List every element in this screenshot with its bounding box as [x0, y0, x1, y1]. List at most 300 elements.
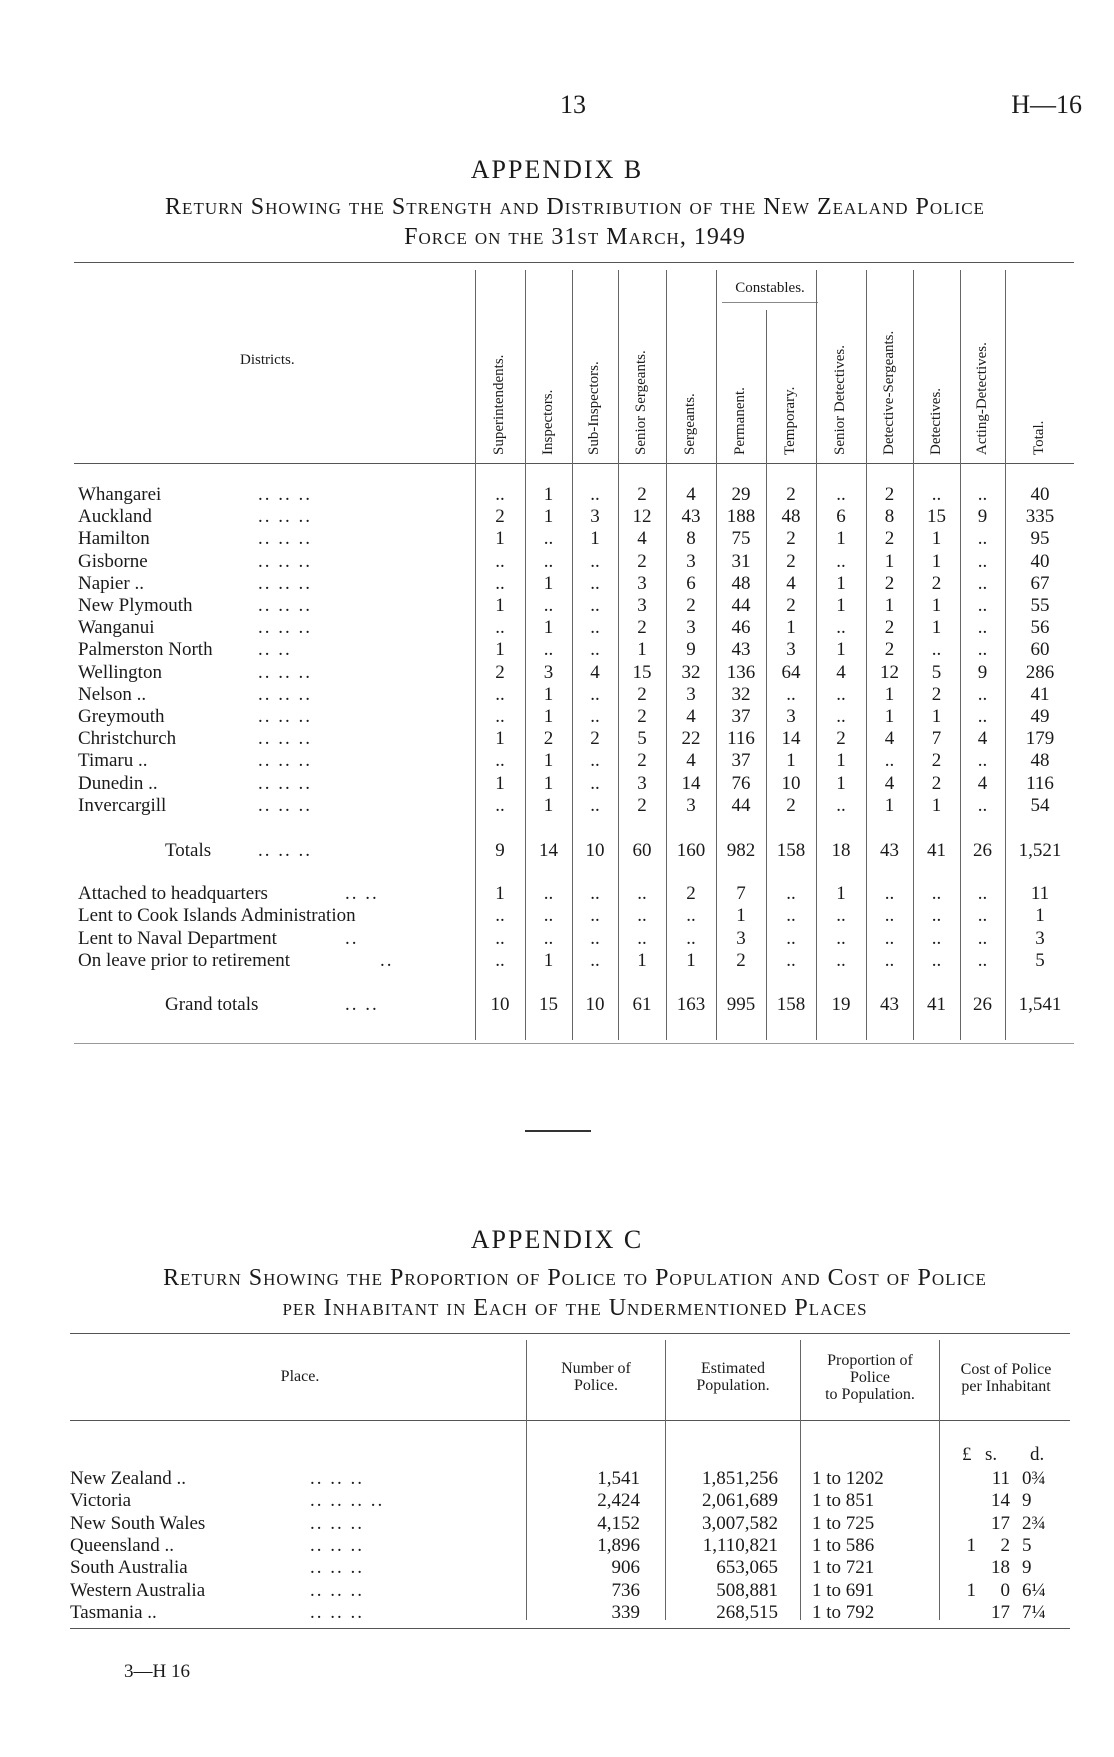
table-cell: 3	[686, 683, 696, 705]
table-cell: 2	[637, 683, 647, 705]
table-cell: 2	[637, 617, 647, 639]
table-cell: 1	[495, 728, 505, 750]
table-cell: 3	[686, 550, 696, 572]
table-cell: ..	[495, 950, 505, 972]
table-cell: 2	[931, 772, 942, 794]
proportion: 1 to 586	[812, 1534, 875, 1556]
leader-dots: .. ..	[345, 883, 379, 904]
table-cell: 8	[686, 528, 696, 550]
table-cell: ..	[686, 927, 696, 949]
table-cell: 163	[676, 994, 706, 1015]
police-count: 339	[611, 1601, 640, 1623]
table-cell: 26	[973, 840, 992, 861]
table-cell: ..	[543, 595, 554, 616]
table-cell: 2	[884, 639, 895, 661]
table-cell: 2	[637, 794, 647, 816]
column-divider	[665, 1340, 666, 1620]
table-cell: 1	[543, 572, 554, 594]
row-label: Attached to headquarters	[78, 883, 268, 904]
table-cell: 1	[543, 484, 554, 505]
table-cell: 31	[731, 550, 751, 572]
constables-header: Constables.	[735, 280, 805, 296]
table-cell: 995	[726, 994, 756, 1015]
place-name: Victoria	[70, 1490, 132, 1512]
table-cell: 7	[736, 883, 746, 904]
table-cell: ..	[543, 927, 554, 949]
table-cell: ..	[786, 905, 796, 927]
table-cell: 1	[884, 595, 895, 616]
police-count: 1,896	[597, 1534, 640, 1556]
table-cell: 158	[776, 840, 806, 861]
proportion: 1 to 1202	[812, 1468, 884, 1489]
table-cell: 335	[1025, 506, 1055, 528]
table-cell: ..	[590, 706, 600, 727]
table-cell: 158	[776, 994, 806, 1015]
table-cell: 1	[836, 772, 846, 794]
row-label: Christchurch	[78, 728, 177, 750]
table-cell: 2	[637, 484, 647, 505]
table-cell: 10	[781, 772, 801, 794]
column-header: Acting-Detectives.	[973, 342, 990, 455]
table-cell: 1	[637, 639, 647, 661]
leader-dots: .. .. ..	[258, 750, 312, 772]
leader-dots: .. ..	[258, 639, 292, 661]
table-cell: 1	[543, 706, 554, 727]
column-header: Inspectors.	[539, 389, 556, 455]
place-name: Western Australia	[70, 1579, 206, 1601]
table-cell: ..	[590, 484, 600, 505]
table-cell: 1	[543, 750, 554, 772]
table-cell: ..	[884, 950, 895, 972]
table-cell: 1	[637, 950, 647, 972]
table-cell: ..	[495, 927, 505, 949]
leader-dots: .. .. ..	[258, 484, 312, 505]
table-cell: 2	[786, 550, 796, 572]
proportion: 1 to 721	[812, 1557, 875, 1579]
table-cell: 4	[977, 728, 988, 750]
table-cell: 15	[927, 506, 946, 528]
table-cell: ..	[495, 484, 505, 505]
table-cell: 1	[543, 794, 554, 816]
table-cell: 37	[731, 750, 751, 772]
leader-dots: .. .. ..	[258, 617, 312, 639]
table-cell: ..	[977, 883, 988, 904]
row-label: Napier ..	[78, 572, 144, 594]
table-cell: 37	[731, 706, 751, 727]
table-cell: 1	[736, 905, 746, 927]
leader-dots: .. .. ..	[258, 728, 312, 750]
leader-dots: .. ..	[345, 994, 379, 1015]
table-cell: ..	[495, 550, 505, 572]
table-cell: ..	[931, 883, 942, 904]
cost-pounds: 1	[966, 1579, 976, 1601]
table-cell: 14	[681, 772, 701, 794]
table-cell: ..	[543, 905, 554, 927]
document-reference: H—16	[1011, 90, 1082, 119]
table-cell: 1	[931, 706, 942, 727]
row-label: Palmerston North	[78, 639, 213, 661]
table-cell: 2	[686, 595, 696, 616]
appendix-c-subtitle-2: per Inhabitant in Each of the Undermentioned Places	[282, 1295, 868, 1321]
table-cell: 2	[495, 506, 505, 528]
appendix-c-title: APPENDIX C	[470, 1225, 644, 1254]
cost-shillings: 18	[991, 1557, 1010, 1579]
page-number: 13	[560, 90, 586, 119]
table-cell: 4	[786, 572, 796, 594]
leader-dots: ..	[345, 927, 359, 949]
table-cell: 1	[836, 595, 846, 616]
table-cell: 4	[884, 728, 895, 750]
table-cell: ..	[686, 905, 696, 927]
table-cell: 1	[836, 883, 846, 904]
table-cell: 2	[637, 750, 647, 772]
table-cell: 4	[590, 661, 600, 683]
table-cell: ..	[977, 617, 988, 639]
rule	[74, 1043, 1074, 1044]
table-cell: ..	[836, 617, 846, 639]
table-cell: 5	[637, 728, 647, 750]
table-cell: 6	[836, 506, 846, 528]
table-cell: 44	[731, 794, 751, 816]
row-label: Grand totals	[165, 994, 259, 1015]
table-cell: ..	[836, 905, 846, 927]
section-separator	[525, 1130, 591, 1132]
table-cell: ..	[495, 683, 505, 705]
proportion: 1 to 851	[812, 1490, 875, 1512]
leader-dots: .. .. ..	[310, 1512, 364, 1534]
table-cell: 4	[686, 750, 696, 772]
table-cell: 2	[836, 728, 846, 750]
table-cell: 1	[884, 794, 895, 816]
table-cell: 60	[632, 840, 652, 861]
row-label: New Plymouth	[78, 595, 193, 616]
proportion: 1 to 691	[812, 1579, 875, 1601]
table-cell: 9	[977, 661, 988, 683]
table-cell: ..	[836, 950, 846, 972]
table-cell: 2	[786, 595, 796, 616]
table-cell: 2	[686, 883, 696, 904]
table-cell: ..	[931, 905, 942, 927]
table-cell: ..	[590, 550, 600, 572]
column-header: Temporary.	[782, 386, 798, 455]
cost-pence: 5	[1022, 1534, 1032, 1556]
column-header: Detective-Sergeants.	[880, 330, 897, 455]
number-police-header	[530, 1360, 662, 1394]
row-label: Greymouth	[78, 706, 165, 727]
table-cell: ..	[977, 595, 988, 616]
table-cell: ..	[590, 639, 600, 661]
table-cell: ..	[931, 484, 942, 505]
table-cell: 76	[731, 772, 751, 794]
leader-dots: .. .. ..	[258, 840, 312, 861]
table-cell: 2	[786, 794, 796, 816]
table-cell: ..	[590, 750, 600, 772]
cost-shillings: 2	[1000, 1534, 1010, 1556]
table-cell: ..	[495, 572, 505, 594]
rule	[74, 262, 1074, 263]
row-label: Auckland	[78, 506, 152, 528]
table-cell: 3	[637, 595, 647, 616]
table-cell: 4	[884, 772, 895, 794]
table-cell: 1	[931, 528, 942, 550]
table-cell: 2	[543, 728, 554, 750]
cost-shillings: 14	[991, 1490, 1010, 1512]
table-cell: 286	[1025, 661, 1055, 683]
table-cell: 1	[884, 706, 895, 727]
table-cell: ..	[977, 550, 988, 572]
table-cell: 1	[836, 528, 846, 550]
cost-pounds: 1	[966, 1534, 976, 1556]
table-cell: 40	[1030, 484, 1050, 505]
table-cell: 48	[731, 572, 751, 594]
table-cell: 5	[931, 661, 942, 683]
table-cell: 49	[1030, 706, 1050, 727]
table-cell: 1,521	[1018, 840, 1062, 861]
table-cell: 1	[543, 772, 554, 794]
cost-pence: 0¾	[1022, 1468, 1046, 1489]
table-cell: ..	[637, 905, 647, 927]
table-cell: 12	[632, 506, 652, 528]
table-cell: 1	[495, 528, 505, 550]
table-cell: ..	[590, 772, 600, 794]
table-cell: ..	[543, 528, 554, 550]
cost-pence: 6¼	[1022, 1579, 1046, 1601]
column-header: Total.	[1031, 420, 1047, 455]
table-cell: ..	[977, 905, 988, 927]
table-cell: 64	[781, 661, 801, 683]
table-cell: 1	[786, 617, 796, 639]
table-cell: 1	[931, 794, 942, 816]
table-cell: ..	[637, 883, 647, 904]
table-cell: 41	[927, 840, 946, 861]
table-cell: 2	[884, 528, 895, 550]
table-cell: 3	[590, 506, 600, 528]
table-cell: ..	[884, 927, 895, 949]
table-cell: 54	[1030, 794, 1050, 816]
table-cell: ..	[590, 595, 600, 616]
column-header: Sub-Inspectors.	[586, 361, 602, 455]
header-line: Proportion of	[827, 1352, 913, 1369]
constables-rule	[722, 302, 818, 303]
population: 653,065	[716, 1557, 778, 1579]
table-cell: 41	[927, 994, 946, 1015]
table-cell: ..	[977, 639, 988, 661]
table-cell: 43	[880, 840, 899, 861]
rule	[70, 1628, 1070, 1629]
row-label: Dunedin ..	[78, 772, 158, 794]
column-header: Senior Detectives.	[832, 345, 848, 455]
cost-shillings: 11	[991, 1468, 1010, 1489]
table-cell: ..	[931, 639, 942, 661]
table-cell: 1	[495, 595, 505, 616]
table-cell: 6	[686, 572, 696, 594]
table-cell: ..	[786, 950, 796, 972]
appendix-b-subtitle-1: Return Showing the Strength and Distribution of the New Zealand Police	[165, 194, 985, 220]
table-cell: 12	[880, 661, 899, 683]
table-cell: ..	[590, 794, 600, 816]
column-header: Permanent.	[732, 387, 748, 455]
table-cell: 3	[736, 927, 746, 949]
row-label: Hamilton	[78, 528, 150, 550]
header-line: Number of	[561, 1360, 631, 1377]
row-label: Invercargill	[78, 794, 167, 816]
table-cell: ..	[495, 794, 505, 816]
table-cell: 2	[637, 550, 647, 572]
table-cell: ..	[884, 750, 895, 772]
table-cell: ..	[977, 706, 988, 727]
cost-pence: 2¾	[1022, 1512, 1046, 1534]
table-cell: 3	[686, 794, 696, 816]
leader-dots: .. .. .. ..	[310, 1490, 385, 1512]
footer-reference: 3—H 16	[124, 1661, 190, 1682]
table-cell: ..	[495, 905, 505, 927]
table-cell: 8	[884, 506, 895, 528]
column-header: Superintendents.	[491, 354, 507, 455]
table-cell: 1	[543, 617, 554, 639]
cost-pence: 9	[1022, 1557, 1032, 1579]
table-cell: ..	[786, 683, 796, 705]
table-cell: ..	[637, 927, 647, 949]
leader-dots: .. .. ..	[258, 572, 312, 594]
leader-dots: .. .. ..	[258, 772, 312, 794]
table-cell: ..	[590, 927, 600, 949]
table-cell: 5	[1035, 950, 1045, 972]
leader-dots: .. .. ..	[258, 706, 312, 727]
place-name: Queensland ..	[70, 1534, 174, 1556]
header-line: Police	[850, 1369, 890, 1386]
appendix-c-subtitle-1: Return Showing the Proportion of Police to Population and Cost of Police	[163, 1265, 987, 1291]
table-cell: ..	[590, 572, 600, 594]
table-cell: ..	[590, 905, 600, 927]
police-count: 4,152	[597, 1512, 640, 1534]
population: 1,851,256	[702, 1468, 778, 1489]
table-cell: 3	[1035, 927, 1045, 949]
row-label: Nelson ..	[78, 683, 147, 705]
appendix-b-title: APPENDIX B	[470, 155, 644, 184]
cost-shillings: 17	[991, 1512, 1010, 1534]
column-header: Detectives.	[927, 387, 944, 455]
table-cell: 48	[1030, 750, 1050, 772]
table-cell: ..	[931, 950, 942, 972]
table-cell: ..	[977, 528, 988, 550]
table-cell: 9	[977, 506, 988, 528]
leader-dots: .. .. ..	[310, 1468, 364, 1489]
header-line: per Inhabitant	[961, 1378, 1051, 1395]
table-cell: 1,541	[1018, 994, 1062, 1015]
police-count: 2,424	[597, 1490, 640, 1512]
table-cell: ..	[543, 639, 554, 661]
table-cell: 9	[686, 639, 696, 661]
row-label: Gisborne	[78, 550, 148, 572]
table-cell: 43	[681, 506, 701, 528]
table-cell: 2	[495, 661, 505, 683]
police-count: 906	[611, 1557, 640, 1579]
row-label: Wellington	[78, 661, 162, 683]
table-cell: 2	[931, 572, 942, 594]
table-cell: ..	[590, 617, 600, 639]
table-cell: 2	[931, 750, 942, 772]
table-cell: 32	[731, 683, 751, 705]
leader-dots: .. .. ..	[258, 683, 312, 705]
table-cell: 4	[686, 706, 696, 727]
table-cell: ..	[836, 683, 846, 705]
table-cell: ..	[977, 572, 988, 594]
table-cell: 40	[1030, 550, 1050, 572]
table-cell: 1	[543, 950, 554, 972]
table-cell: 1	[686, 950, 696, 972]
table-cell: ..	[495, 617, 505, 639]
table-cell: 1	[495, 639, 505, 661]
population: 268,515	[716, 1601, 778, 1623]
table-cell: ..	[931, 927, 942, 949]
table-cell: 14	[539, 840, 558, 861]
table-cell: ..	[836, 550, 846, 572]
column-divider	[939, 1340, 940, 1620]
table-cell: ..	[590, 683, 600, 705]
table-cell: ..	[836, 794, 846, 816]
cost-shillings: 17	[991, 1601, 1010, 1623]
table-cell: 41	[1030, 683, 1050, 705]
leader-dots: .. .. ..	[258, 528, 312, 550]
table-cell: 19	[831, 994, 851, 1015]
table-cell: ..	[884, 883, 895, 904]
table-cell: 136	[726, 661, 756, 683]
table-cell: 10	[585, 994, 605, 1015]
table-cell: 4	[977, 772, 988, 794]
table-cell: 3	[637, 772, 647, 794]
rule	[74, 463, 1074, 464]
table-cell: ..	[977, 484, 988, 505]
table-cell: 43	[731, 639, 751, 661]
table-cell: 46	[731, 617, 751, 639]
row-label: Lent to Naval Department	[78, 927, 277, 949]
table-cell: 44	[731, 595, 751, 616]
column-divider	[800, 1340, 801, 1620]
table-cell: ..	[495, 750, 505, 772]
table-cell: ..	[543, 550, 554, 572]
table-cell: 1	[836, 572, 846, 594]
row-label: Whangarei	[78, 484, 162, 505]
table-cell: ..	[836, 484, 846, 505]
table-cell: 4	[637, 528, 647, 550]
leader-dots: .. .. ..	[258, 506, 312, 528]
table-cell: 1	[931, 550, 942, 572]
table-cell: 2	[884, 484, 895, 505]
table-cell: 2	[786, 528, 796, 550]
population: 1,110,821	[702, 1534, 778, 1556]
table-cell: 1	[836, 750, 846, 772]
table-cell: 4	[836, 661, 846, 683]
table-cell: 3	[686, 617, 696, 639]
leader-dots: .. .. ..	[258, 661, 312, 683]
table-cell: ..	[836, 706, 846, 727]
leader-dots: .. .. ..	[258, 794, 312, 816]
table-cell: 95	[1030, 528, 1050, 550]
column-divider	[526, 1340, 527, 1620]
cost-shillings: 0	[1000, 1579, 1010, 1601]
population: 508,881	[716, 1579, 778, 1601]
table-cell: 3	[637, 572, 647, 594]
estimated-population-header	[668, 1360, 798, 1394]
leader-dots: .. .. ..	[258, 550, 312, 572]
districts-header: Districts.	[240, 352, 295, 368]
table-cell: ..	[884, 905, 895, 927]
appendix-b-subtitle-2: Force on the 31st March, 1949	[404, 224, 746, 250]
table-cell: ..	[590, 883, 600, 904]
pence-unit: d.	[1030, 1444, 1045, 1465]
table-cell: 26	[973, 994, 992, 1015]
rule	[70, 1333, 1070, 1334]
